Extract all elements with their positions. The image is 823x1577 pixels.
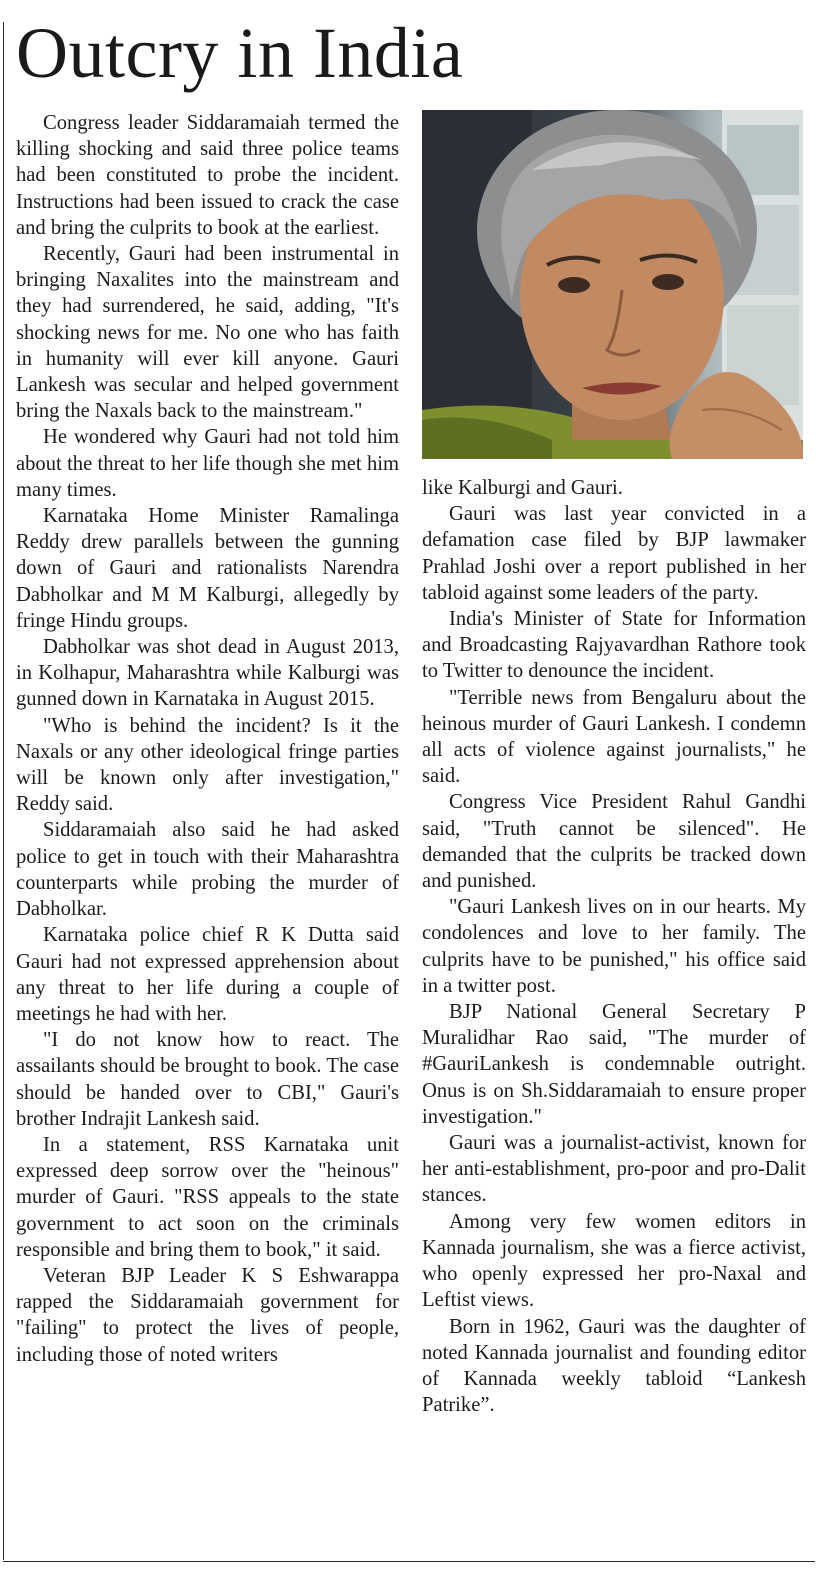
paragraph: In a statement, RSS Karnataka unit expressed deep sorrow over the "heinous" murder of Gauri. "RSS appeals to the state government to act soon on the criminals responsible and bring them to book," it said. xyxy=(16,1133,399,1261)
headline: Outcry in India xyxy=(16,13,464,93)
paragraph: Congress leader Siddaramaiah termed the killing shocking and said three police teams had been constituted to probe the incident. Instructions had been issued to crack the case and bring the culprits to book at the earliest. xyxy=(16,112,399,239)
paragraph: Karnataka police chief R K Dutta said Gauri had not expressed apprehension about any threat to her life during a couple of meetings he had with her. xyxy=(16,924,399,1025)
paragraph: "Who is behind the incident? Is it the Naxals or any other ideological fringe parties will be known only after investigation," Reddy said. xyxy=(16,714,399,816)
bottom-rule xyxy=(3,1561,815,1562)
paragraph: "Terrible news from Bengaluru about the heinous murder of Gauri Lankesh. I condemn all acts of violence against journalists," he said. xyxy=(422,686,806,788)
paragraph: Gauri was last year convicted in a defamation case filed by BJP lawmaker Prahlad Joshi over a report published in her tabloid against some leaders of the party. xyxy=(422,503,806,604)
paragraph: He wondered why Gauri had not told him about the threat to her life though she met him many times. xyxy=(16,426,399,501)
right-column xyxy=(422,110,806,1555)
paragraph: India's Minister of State for Information and Broadcasting Rajyavardhan Rathore took to Twitter to denounce the incident. xyxy=(422,608,806,683)
paragraph: Dabholkar was shot dead in August 2013, in Kolhapur, Maharashtra while Kalburgi was gunned down in Karnataka in August 2015. xyxy=(16,636,399,711)
paragraph: Congress Vice President Rahul Gandhi said, "Truth cannot be silenced". He demanded that the culprits be tracked down and punished. xyxy=(422,791,806,893)
paragraph: like Kalburgi and Gauri. xyxy=(422,477,623,499)
portrait-photo xyxy=(422,110,803,459)
column-rule xyxy=(3,22,4,1560)
paragraph: Veteran BJP Leader K S Eshwarappa rapped the Siddaramaiah government for "failing" to protect the lives of people, including those of noted writers xyxy=(16,1264,399,1366)
portrait-illustration xyxy=(422,110,803,459)
paragraph: Born in 1962, Gauri was the daughter of noted Kannada journalist and founding editor of Kannada weekly tabloid “Lankesh Patrike”. xyxy=(422,1315,806,1417)
paragraph: BJP National General Secretary P Muralidhar Rao said, "The murder of #GauriLankesh is condemnable outright. Onus is on Sh.Siddaramaiah to ensure proper investigation." xyxy=(422,1001,806,1128)
left-column xyxy=(16,110,399,1555)
paragraph: Among very few women editors in Kannada journalism, she was a fierce activist, who openly expressed her pro-Naxal and Leftist views. xyxy=(422,1210,806,1312)
paragraph: Karnataka Home Minister Ramalinga Reddy drew parallels between the gunning down of Gauri and rationalists Narendra Dabholkar and M M Kalburgi, allegedly by fringe Hindu groups. xyxy=(16,505,399,632)
paragraph: Recently, Gauri had been instrumental in bringing Naxalites into the mainstream and they had surrendered, he said, adding, "It's shocking news for me. No one who has faith in humanity will ever kill anyone. Gauri Lankesh was secular and helped government bring the Naxals back to the mainstream." xyxy=(16,243,399,423)
paragraph: "I do not know how to react. The assailants should be brought to book. The case should be handed over to CBI," Gauri's brother Indrajit Lankesh said. xyxy=(16,1029,399,1130)
paragraph: "Gauri Lankesh lives on in our hearts. My condolences and love to her family. The culprits have to be punished," his office said in a twitter post. xyxy=(422,896,806,997)
paragraph: Siddaramaiah also said he had asked police to get in touch with their Maharashtra counterparts while probing the murder of Dabholkar. xyxy=(16,819,399,921)
paragraph: Gauri was a journalist-activist, known for her anti-establishment, pro-poor and pro-Dalit stances. xyxy=(422,1132,806,1207)
